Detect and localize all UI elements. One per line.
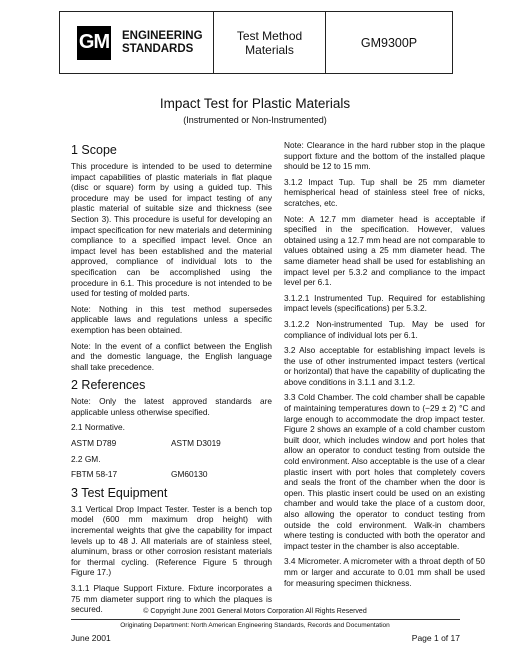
section-heading-test-equipment: 3 Test Equipment bbox=[71, 485, 168, 500]
gm-refs bbox=[71, 469, 272, 480]
left-column bbox=[71, 140, 272, 620]
page-title: Impact Test for Plastic Materials bbox=[159, 96, 351, 111]
non-instrumented-tup-paragraph: 3.1.2.2 Non-instrumented Tup. May be used for compliance of individual lots per 6.1. bbox=[284, 318, 485, 340]
page-subtitle: (Instrumented or Non-Instrumented) bbox=[183, 115, 327, 125]
plaque-support-fixture-paragraph: 3.1.1 Plaque Support Fixture. Fixture incorporates a 75 mm diameter support ring to which the plaques is secured. bbox=[71, 583, 272, 615]
test-method-cell bbox=[214, 12, 326, 73]
originating-department: Originating Department: North American Engineering Standards, Records and Documentation bbox=[120, 622, 390, 629]
right-column bbox=[284, 140, 485, 593]
materials-label: Materials bbox=[245, 42, 294, 57]
references-note: Note: Only the latest approved standards are applicable unless otherwise specified. bbox=[71, 396, 272, 417]
ref-astm-d3019: ASTM D3019 bbox=[171, 438, 221, 449]
footer-date: June 2001 bbox=[71, 633, 111, 643]
tup-diameter-note: Note: A 12.7 mm diameter head is acceptable if specified in the specification. However, values obtained using a 12.7 mm head are not comparable to values obtained using a 25 mm diameter head. The same diameter head shall be used for establishing an impact level per 5.3.2 and compliance to the impact level per 6.1. bbox=[284, 213, 485, 288]
gm-refs-heading: 2.2 GM. bbox=[71, 453, 101, 464]
engineering-standards-label: ENGINEERING STANDARDS bbox=[122, 29, 203, 55]
normative-heading: 2.1 Normative. bbox=[71, 422, 125, 433]
drop-impact-tester-paragraph: 3.1 Vertical Drop Impact Tester. Tester is a bench top model (600 mm maximum drop height) with incremental weights that give the capability for impact levels up to 48 J. All materials are of stainless steel, aluminum, brass or other corrosion resistant materials for thermal cycling. (Reference Figure 5 through Figure 17.) bbox=[71, 503, 272, 578]
ref-fbtm-58-17: FBTM 58-17 bbox=[71, 469, 118, 480]
scope-paragraph: This procedure is intended to be used to determine impact capabilities of plastic materials in flat plaque (disc or square) form by using a guided tup. This procedure may be used for impact testing of any plastic material of suitable size and thickness (see Section 3). This procedure is useful for developing an impact specification for new materials and determining compliance to a specified impact level. Once an impact level has been established and the material approved, compliance of individual lots to the specification can be accomplished using the procedure in 6.1. This procedure is not intended to be used for testing of molded parts. bbox=[71, 161, 272, 299]
scope-note-laws: Note: Nothing in this test method supersedes applicable laws and regulations unless a specific exemption has been obtained. bbox=[71, 303, 272, 335]
scope-note-language: Note: In the event of a conflict between the English and the domestic language, the English language shall take precedence. bbox=[71, 340, 272, 372]
page-number: Page 1 of 17 bbox=[411, 633, 460, 643]
micrometer-paragraph: 3.4 Micrometer. A micrometer with a throat depth of 50 mm or larger and accurate to 0.01 mm shall be used for measuring specimen thickness. bbox=[284, 556, 485, 588]
document-header bbox=[59, 11, 453, 74]
cold-chamber-paragraph: 3.3 Cold Chamber. The cold chamber shall be capable of maintaining temperatures down to (−29 ± 2) °C and large enough to accommodate the drop impact tester. Figure 2 shows an example of a cold chamber custom built door, which includes window and port holes that allow an operator to conduct testing from outside the cold environment. Also acceptable is the use of a clear plastic insert with port holes that completely covers and seals the front of the chamber when the door is open. This plastic insert could be used on an existing chamber and would take the place of a custom door, also allowing the operator to conduct testing from outside the cold environment. Walk-in chambers where testing is conducted with both the operator and impact tester in the chamber is also acceptable. bbox=[284, 392, 485, 551]
ref-gm60130: GM60130 bbox=[171, 469, 208, 480]
instrumented-tup-paragraph: 3.1.2.1 Instrumented Tup. Required for establishing impact levels (specifications) per 5.3.2. bbox=[284, 292, 485, 314]
logo-cell bbox=[60, 12, 214, 73]
clearance-note: Note: Clearance in the hard rubber stop in the plaque support fixture and the bottom of the installed plaque should be 12 to 15 mm. bbox=[284, 140, 485, 172]
copyright-notice: © Copyright June 2001 General Motors Corporation All Rights Reserved bbox=[143, 608, 367, 615]
footer-divider bbox=[71, 619, 460, 620]
section-heading-references: 2 References bbox=[71, 378, 146, 393]
ref-astm-d789: ASTM D789 bbox=[71, 438, 117, 449]
section-heading-scope: 1 Scope bbox=[71, 143, 117, 157]
normative-refs bbox=[71, 438, 272, 449]
test-method-label: Test Method bbox=[236, 28, 303, 43]
doc-number: GM9300P bbox=[360, 35, 418, 50]
impact-tup-paragraph: 3.1.2 Impact Tup. Tup shall be 25 mm diameter hemispherical head of stainless steel free of nicks, scratches, etc. bbox=[284, 176, 485, 208]
other-testers-paragraph: 3.2 Also acceptable for establishing impact levels is the use of other instrumented impact testers (vertical or horizontal) that have the capability of duplicating the above conditions in 3.1.1 and 3.1.2. bbox=[284, 345, 485, 387]
gm-logo: GM bbox=[77, 26, 111, 60]
